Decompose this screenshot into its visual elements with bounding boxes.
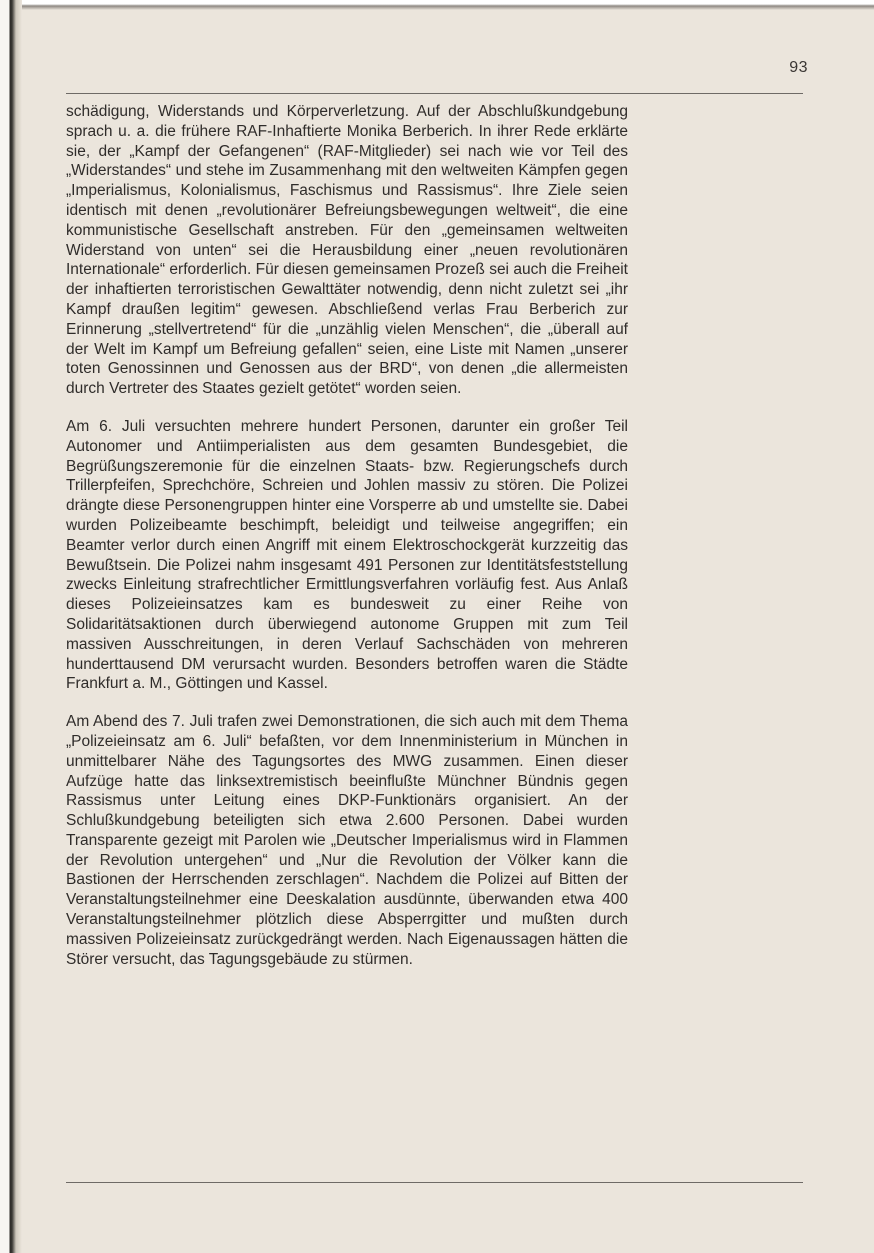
page-number: 93 xyxy=(789,59,808,76)
page-top-edge xyxy=(0,0,874,10)
paragraph: schädigung, Widerstands und Körperverletzung. Auf der Abschlußkundgebung sprach u. a. die frühere RAF-Inhaftierte Monika Berberich. In ihrer Rede erklärte sie, der „Kampf der Gefangenen“ (RAF-Mitglieder) sei nach wie vor Teil des „Widerstandes“ und stehe im Zusammenhang mit den weltweiten Kämpfen gegen „Imperialismus, Kolonialismus, Faschismus und Rassismus“. Ihre Ziele seien identisch mit denen „revolutionärer Befreiungsbewegungen weltweit“, die eine kommunistische Gesellschaft anstreben. Für den „gemeinsamen weltweiten Widerstand von unten“ sei die Herausbildung einer „neuen revolutionären Internationale“ erforderlich. Für diesen gemeinsamen Prozeß sei auch die Freiheit der inhaftierten terroristischen Gewalttäter notwendig, denn nicht zuletzt sei „ihr Kampf draußen legitim“ gewesen. Abschließend verlas Frau Berberich zur Erinnerung „stellvertretend“ für die „unzählig vielen Menschen“, die „überall auf der Welt im Kampf um Befreiung gefallen“ seien, eine Liste mit Namen „unserer toten Genossinnen und Genossen aus der BRD“, von denen „die allermeisten durch Vertreter des Staates gezielt getötet“ worden seien. xyxy=(66,103,628,398)
paragraph: Am Abend des 7. Juli trafen zwei Demonstrationen, die sich auch mit dem Thema „Polizeieinsatz am 6. Juli“ befaßten, vor dem Innenministerium in München in unmittelbarer Nähe des Tagungsortes des MWG zusammen. Einen dieser Aufzüge hatte das linksextremistisch beeinflußte Münchner Bündnis gegen Rassismus unter Leitung eines DKP-Funktionärs organisiert. An der Schlußkundgebung beteiligten sich etwa 2.600 Personen. Dabei wurden Transparente gezeigt mit Parolen wie „Deutscher Imperialismus wird in Flammen der Revolution untergehen“ und „Nur die Revolution der Völker kann die Bastionen der Herrschenden zerschlagen“. Nachdem die Polizei auf Bitten der Veranstaltungsteilnehmer eine Deeskalation ausdünnte, überwanden etwa 400 Veranstaltungsteilnehmer plötzlich diese Absperrgitter und mußten durch massiven Polizeieinsatz zurückgedrängt werden. Nach Eigenaussagen hätten die Störer versucht, das Tagungsgebäude zu stürmen. xyxy=(66,713,628,968)
header-rule xyxy=(66,93,803,94)
book-spine-shadow xyxy=(0,0,22,1253)
footer-rule xyxy=(66,1182,803,1183)
body-text xyxy=(66,102,628,987)
paragraph: Am 6. Juli versuchten mehrere hundert Personen, darunter ein großer Teil Autonomer und Antiimperialisten aus dem gesamten Bundesgebiet, die Begrüßungszeremonie für die einzelnen Staats- bzw. Regierungschefs durch Trillerpfeifen, Sprechchöre, Schreien und Johlen massiv zu stören. Die Polizei drängte diese Personengruppen hinter eine Vorsperre ab und umstellte sie. Dabei wurden Polizeibeamte beschimpft, beleidigt und teilweise angegriffen; ein Beamter verlor durch einen Angriff mit einem Elektroschockgerät kurzzeitig das Bewußtsein. Die Polizei nahm insgesamt 491 Personen zur Identitätsfeststellung zwecks Einleitung strafrechtlicher Ermittlungsverfahren vorläufig fest. Aus Anlaß dieses Polizeieinsatzes kam es bundesweit zu einer Reihe von Solidaritätsaktionen durch überwiegend autonome Gruppen mit zum Teil massiven Ausschreitungen, in deren Verlauf Sachschäden von mehreren hunderttausend DM verursacht wurden. Besonders betroffen waren die Städte Frankfurt a. M., Göttingen und Kassel. xyxy=(66,417,628,693)
